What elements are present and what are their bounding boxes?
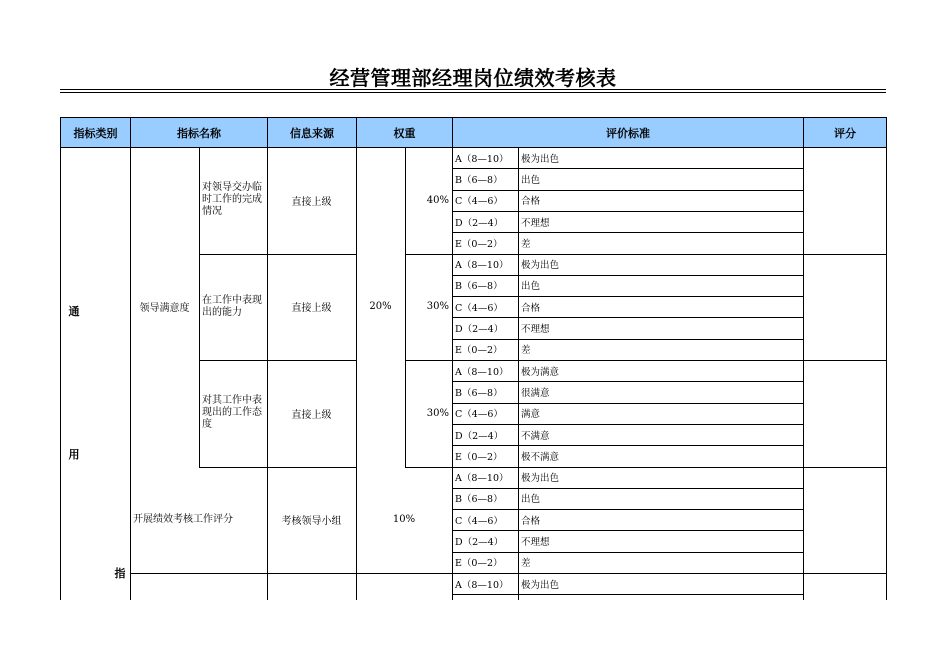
criterion-description: 不理想 bbox=[521, 324, 550, 336]
criterion-description: 极为出色 bbox=[521, 473, 560, 485]
grid-line bbox=[452, 147, 453, 600]
title-rule-bottom bbox=[60, 92, 886, 93]
info-source: 直接上级 bbox=[291, 409, 332, 421]
criterion-grade: B（6—8） bbox=[455, 174, 503, 186]
grid-line bbox=[452, 594, 804, 595]
info-source: 考核领导小组 bbox=[281, 516, 342, 528]
criterion-description: 差 bbox=[521, 345, 531, 357]
criterion-description: 出色 bbox=[521, 494, 541, 506]
criterion-description: 极为出色 bbox=[521, 260, 560, 272]
grid-line bbox=[803, 573, 887, 574]
criterion-description: 差 bbox=[521, 238, 531, 250]
header-weight: 权重 bbox=[356, 117, 453, 148]
criterion-grade: A（8—10） bbox=[455, 260, 509, 272]
category-char: 通 bbox=[68, 305, 80, 318]
criterion-description: 差 bbox=[521, 558, 531, 570]
criterion-grade: B（6—8） bbox=[455, 281, 503, 293]
criterion-grade: A（8—10） bbox=[455, 579, 509, 591]
criterion-grade: D（2—4） bbox=[455, 537, 504, 549]
criterion-description: 合格 bbox=[521, 515, 541, 527]
indicator-subname: 在工作中表现出的能力 bbox=[202, 294, 262, 318]
grid-line bbox=[199, 147, 200, 467]
criterion-grade: A（8—10） bbox=[455, 366, 509, 378]
criterion-grade: C（4—6） bbox=[455, 302, 503, 314]
criterion-description: 极为满意 bbox=[521, 366, 560, 378]
criterion-grade: E（0—2） bbox=[455, 238, 503, 250]
criterion-grade: E（0—2） bbox=[455, 558, 503, 570]
criterion-description: 合格 bbox=[521, 196, 541, 208]
criterion-description: 极不满意 bbox=[521, 451, 560, 463]
criterion-description: 满意 bbox=[521, 409, 541, 421]
indicator-subname: 对领导交办临时工作的完成情况 bbox=[202, 182, 262, 218]
category-char: 指 bbox=[114, 567, 126, 580]
sub-weight: 30% bbox=[426, 407, 449, 419]
group-weight: 20% bbox=[369, 301, 392, 313]
grid-line bbox=[130, 573, 453, 574]
criterion-description: 很满意 bbox=[521, 387, 550, 399]
title-rule-top bbox=[60, 89, 886, 90]
criterion-grade: C（4—6） bbox=[455, 515, 503, 527]
indicator-name: 开展绩效考核工作评分 bbox=[133, 513, 233, 525]
criterion-grade: E（0—2） bbox=[455, 345, 503, 357]
grid-line bbox=[518, 147, 519, 600]
header-category: 指标类别 bbox=[60, 117, 131, 148]
sub-weight: 30% bbox=[426, 301, 449, 313]
indicator-subname: 对其工作中表现出的工作态度 bbox=[202, 395, 262, 431]
grid-line bbox=[356, 147, 357, 600]
grid-line bbox=[267, 147, 268, 600]
criterion-grade: D（2—4） bbox=[455, 217, 504, 229]
info-source: 直接上级 bbox=[291, 303, 332, 315]
group-weight: 10% bbox=[392, 514, 416, 526]
page-title: 经营管理部经理岗位绩效考核表 bbox=[329, 66, 617, 90]
category-char: 用 bbox=[68, 448, 80, 461]
header-score: 评分 bbox=[803, 117, 887, 148]
grid-line bbox=[60, 147, 61, 600]
criterion-grade: C（4—6） bbox=[455, 196, 503, 208]
score-cell[interactable] bbox=[803, 360, 886, 467]
criterion-description: 出色 bbox=[521, 281, 541, 293]
criterion-description: 极为出色 bbox=[521, 153, 560, 165]
info-source: 直接上级 bbox=[291, 196, 332, 208]
criterion-description: 不理想 bbox=[521, 537, 550, 549]
score-cell[interactable] bbox=[803, 147, 886, 254]
header-name: 指标名称 bbox=[130, 117, 268, 148]
criterion-grade: A（8—10） bbox=[455, 153, 509, 165]
criterion-grade: C（4—6） bbox=[455, 409, 503, 421]
criterion-grade: B（6—8） bbox=[455, 494, 503, 506]
criterion-grade: D（2—4） bbox=[455, 430, 504, 442]
criterion-grade: A（8—10） bbox=[455, 473, 509, 485]
grid-line bbox=[886, 147, 887, 600]
criterion-description: 不理想 bbox=[521, 217, 550, 229]
grid-line bbox=[130, 147, 131, 600]
sub-weight: 40% bbox=[426, 194, 449, 206]
header-standard: 评价标准 bbox=[452, 117, 804, 148]
indicator-name: 领导满意度 bbox=[139, 303, 190, 315]
criterion-grade: D（2—4） bbox=[455, 324, 504, 336]
score-cell[interactable] bbox=[803, 467, 886, 574]
criterion-description: 出色 bbox=[521, 174, 541, 186]
criterion-description: 合格 bbox=[521, 302, 541, 314]
header-source: 信息来源 bbox=[267, 117, 357, 148]
score-cell[interactable] bbox=[803, 254, 886, 361]
grid-line bbox=[803, 147, 804, 600]
grid-line bbox=[405, 147, 406, 467]
criterion-grade: E（0—2） bbox=[455, 451, 503, 463]
criterion-description: 不满意 bbox=[521, 430, 550, 442]
criterion-grade: B（6—8） bbox=[455, 387, 503, 399]
criterion-description: 极为出色 bbox=[521, 579, 560, 591]
